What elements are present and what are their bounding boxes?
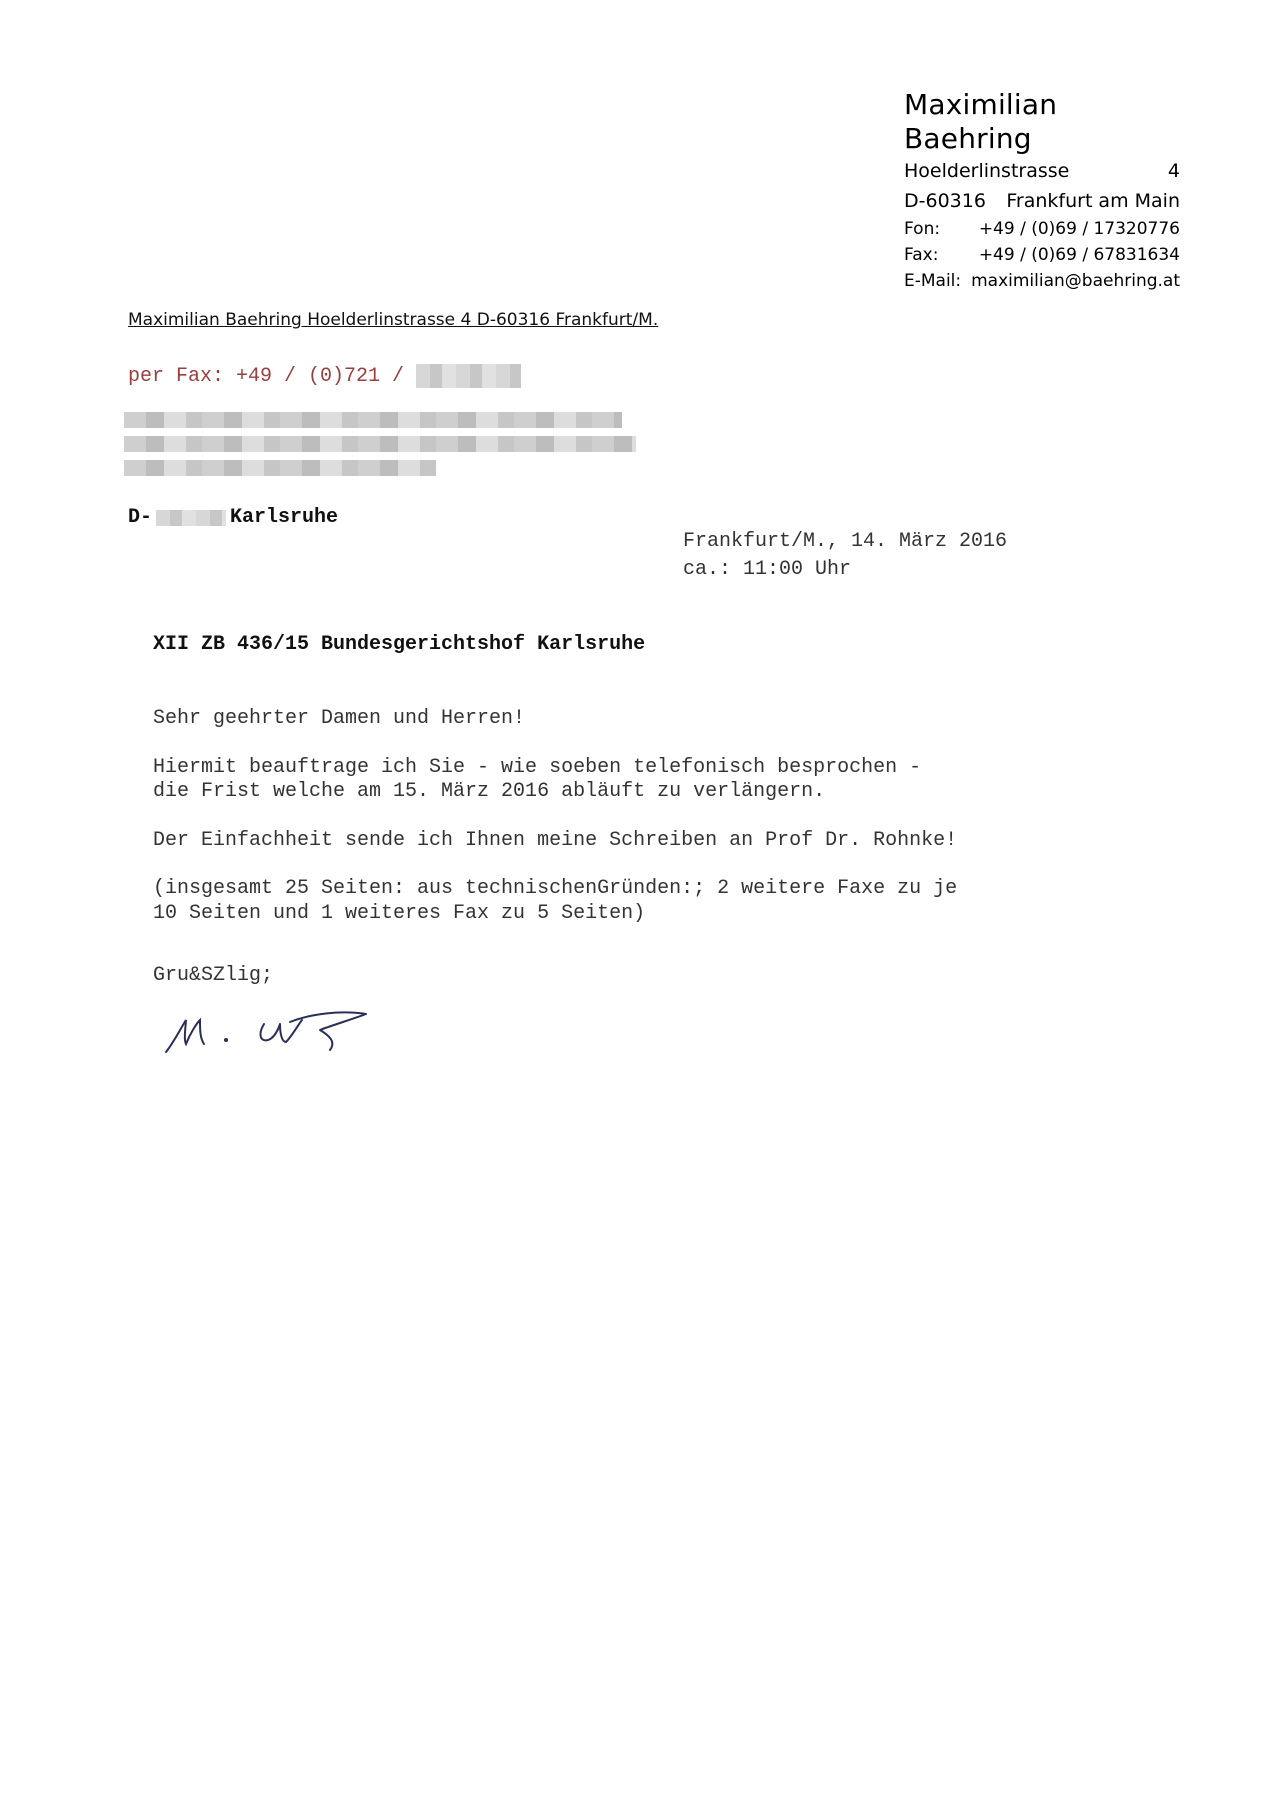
sender-house-number: 4 [1167,160,1180,182]
fax-label: Fax: [904,245,939,265]
signature-dot [224,1038,228,1042]
sender-city-row [904,186,1180,216]
letter-time: ca.: 11:00 Uhr [683,558,852,581]
subject-line: XII ZB 436/15 Bundesgerichtshof Karlsruhe [153,633,646,656]
paragraph-3-line-2: 10 Seiten und 1 weiteres Fax zu 5 Seiten) [153,901,646,925]
signature-stroke-surname [261,1012,366,1050]
date-block [683,528,1007,584]
sender-city: Frankfurt am Main [1006,190,1180,212]
email-address: maximilian@baehring.at [971,271,1180,291]
paragraph-1-line-1: Hiermit beauftrage ich Sie - wie soeben telefonisch besprochen - [153,755,922,779]
signature-stroke-m [166,1020,204,1052]
fax-number: +49 / (0)69 / 67831634 [978,245,1180,265]
redacted-line-1 [124,412,622,428]
sender-fax-row [904,242,1180,268]
redacted-recipient-address [124,412,644,478]
sender-name: Maximilian Baehring [904,88,1058,155]
recipient-city: Karlsruhe [230,506,339,529]
paragraph-2: Der Einfachheit sende ich Ihnen meine Schreiben an Prof Dr. Rohnke! [153,828,958,852]
sender-email-row [904,268,1180,294]
handwritten-signature [160,1006,380,1066]
phone-label: Fon: [904,219,941,239]
recipient-postcode-prefix: D- [128,506,153,529]
sender-phone-row [904,216,1180,242]
sender-street: Hoelderlinstrasse [904,160,1070,182]
recipient-fax-prefix: per Fax: +49 / (0)721 / [128,364,405,388]
paragraph-3-line-1: (insgesamt 25 Seiten: aus technischenGründen:; 2 weitere Faxe zu je [153,877,958,900]
letter-date: Frankfurt/M., 14. März 2016 [683,530,1008,553]
paragraph-1-line-2: die Frist welche am 15. März 2016 abläuft zu verlängern. [153,780,826,803]
recipient-city-line [128,506,338,529]
letterhead [904,88,1180,294]
redacted-fax-number [416,364,521,388]
redacted-line-2 [124,436,636,452]
return-address-line: Maximilian Baehring Hoelderlinstrasse 4 D-60316 Frankfurt/M. [128,310,659,330]
email-label: E-Mail: [904,271,962,291]
recipient-fax-line [128,364,521,388]
salutation: Sehr geehrter Damen und Herren! [153,707,526,730]
redacted-postcode [156,510,226,526]
phone-number: +49 / (0)69 / 17320776 [978,219,1180,239]
redacted-line-3 [124,460,436,476]
closing: Gru&SZlig; [153,964,274,987]
letter-body [153,707,1053,989]
sender-postcode: D-60316 [904,190,986,212]
sender-street-row [904,156,1180,186]
